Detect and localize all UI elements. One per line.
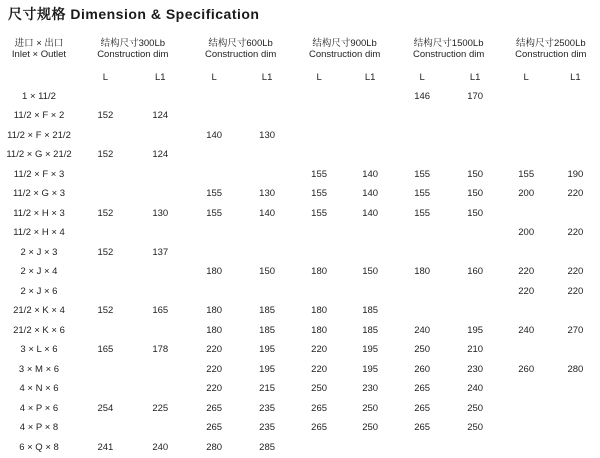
subheader-l: L: [102, 72, 109, 83]
value-cell-l: 265: [311, 422, 328, 434]
value-cell-l1: 195: [259, 344, 276, 356]
value-cell-l1: [133, 380, 188, 400]
value-cell-l: 241: [97, 441, 114, 453]
value-cell-l1: [449, 107, 502, 127]
value-cell-l1: 140: [362, 168, 379, 180]
value-cell-l: 155: [206, 207, 223, 219]
value-cell-l: 260: [518, 363, 535, 375]
value-cell-l1: 215: [259, 383, 276, 395]
value-cell-l: 152: [97, 149, 114, 161]
value-cell-l: [502, 146, 551, 166]
size-cell: 11/2 × H × 4: [13, 227, 65, 239]
value-cell-l1: [133, 419, 188, 439]
value-cell-l: 220: [311, 344, 328, 356]
value-cell-l1: 230: [362, 383, 379, 395]
value-cell-l: 155: [206, 188, 223, 200]
value-cell-l: 240: [414, 324, 431, 336]
value-cell-l: 250: [311, 383, 328, 395]
value-cell-l: 250: [414, 344, 431, 356]
value-cell-l: 180: [206, 324, 223, 336]
inlet-outlet-header-cn: 进口 × 出口: [14, 38, 64, 49]
table-row: [0, 399, 600, 419]
value-cell-l1: 130: [259, 188, 276, 200]
value-cell-l1: [551, 438, 600, 458]
value-cell-l: [294, 243, 345, 263]
size-cell: 11/2 × G × 3: [12, 188, 66, 200]
subheader-l1: L1: [261, 72, 273, 83]
table-row: [0, 321, 600, 341]
value-cell-l: [396, 282, 449, 302]
value-cell-l: [78, 321, 133, 341]
value-cell-l: [502, 107, 551, 127]
value-cell-l1: [133, 126, 188, 146]
value-cell-l: [502, 341, 551, 361]
inlet-outlet-header-en: Inlet × Outlet: [11, 49, 67, 60]
table-row: [0, 302, 600, 322]
size-cell: 2 × J × 3: [20, 246, 58, 258]
subheader-l: L: [523, 72, 529, 83]
table-subheader-row: [0, 68, 600, 87]
value-cell-l1: [133, 87, 188, 107]
value-cell-l1: 230: [467, 363, 484, 375]
value-cell-l1: 195: [259, 363, 276, 375]
size-cell: 11/2 × F × 2: [13, 110, 65, 122]
group-header-en: Construction dim: [515, 49, 587, 60]
value-cell-l1: [133, 165, 188, 185]
size-cell: 11/2 × H × 3: [13, 207, 65, 219]
group-header-1500lb: [396, 38, 502, 68]
value-cell-l: [188, 243, 241, 263]
value-cell-l: [78, 360, 133, 380]
value-cell-l1: 140: [362, 207, 379, 219]
value-cell-l1: 130: [152, 207, 169, 219]
value-cell-l1: 270: [567, 324, 584, 336]
inlet-outlet-header: [0, 38, 78, 87]
value-cell-l1: [345, 243, 396, 263]
value-cell-l1: 140: [362, 188, 379, 200]
value-cell-l1: 250: [362, 402, 379, 414]
group-header-2500lb: [502, 38, 600, 68]
value-cell-l: 180: [311, 324, 328, 336]
value-cell-l1: [551, 146, 600, 166]
size-cell: 2 × J × 6: [20, 285, 58, 297]
value-cell-l: [78, 380, 133, 400]
value-cell-l1: [241, 224, 294, 244]
value-cell-l1: [449, 224, 502, 244]
value-cell-l1: [449, 302, 502, 322]
value-cell-l: 254: [97, 402, 114, 414]
group-header-900lb: [294, 38, 396, 68]
size-cell: 11/2 × F × 21/2: [7, 129, 71, 141]
table-row: [0, 204, 600, 224]
group-header-cn: 结构尺寸600Lb: [208, 38, 273, 49]
value-cell-l: [396, 107, 449, 127]
value-cell-l: 180: [206, 305, 223, 317]
value-cell-l1: [345, 282, 396, 302]
subheader-l: L: [211, 72, 217, 83]
value-cell-l: [396, 302, 449, 322]
table-row: [0, 224, 600, 244]
value-cell-l1: [449, 146, 502, 166]
value-cell-l: [188, 165, 241, 185]
group-header-en: Construction dim: [97, 49, 169, 60]
subheader-l1: L1: [364, 72, 376, 83]
value-cell-l: 265: [206, 402, 223, 414]
size-cell: 3 × M × 6: [18, 363, 60, 375]
table-row: [0, 419, 600, 439]
value-cell-l1: [133, 321, 188, 341]
value-cell-l: [188, 224, 241, 244]
value-cell-l: 180: [414, 266, 431, 278]
value-cell-l1: [345, 107, 396, 127]
value-cell-l: [188, 107, 241, 127]
value-cell-l: 180: [206, 266, 223, 278]
value-cell-l1: 185: [362, 324, 379, 336]
subheader-l1: L1: [154, 72, 166, 83]
value-cell-l1: 150: [467, 168, 484, 180]
value-cell-l: [294, 282, 345, 302]
table-row: [0, 243, 600, 263]
value-cell-l1: [551, 302, 600, 322]
size-cell: 11/2 × F × 3: [13, 168, 65, 180]
value-cell-l1: [241, 243, 294, 263]
value-cell-l: 140: [206, 129, 223, 141]
value-cell-l: [294, 146, 345, 166]
value-cell-l1: 285: [259, 441, 276, 453]
value-cell-l: [78, 263, 133, 283]
value-cell-l: 152: [97, 207, 114, 219]
group-header-300lb: [78, 38, 188, 68]
group-header-cn: 结构尺寸300Lb: [100, 38, 166, 49]
value-cell-l: [502, 243, 551, 263]
value-cell-l1: 150: [467, 207, 484, 219]
group-header-en: Construction dim: [204, 49, 277, 60]
dimension-table: [0, 38, 600, 458]
subheader-l: L: [316, 72, 322, 83]
size-cell: 11/2 × G × 21/2: [6, 149, 72, 161]
value-cell-l1: [551, 243, 600, 263]
value-cell-l1: [133, 224, 188, 244]
value-cell-l1: 250: [467, 402, 484, 414]
value-cell-l1: 235: [259, 422, 276, 434]
subheader-l: L: [419, 72, 425, 83]
value-cell-l1: 195: [362, 344, 379, 356]
value-cell-l: [78, 224, 133, 244]
value-cell-l: 220: [206, 363, 223, 375]
value-cell-l1: [241, 87, 294, 107]
table-row: [0, 146, 600, 166]
value-cell-l1: [551, 126, 600, 146]
value-cell-l: 155: [414, 188, 431, 200]
value-cell-l: 152: [97, 246, 114, 258]
value-cell-l: 155: [311, 188, 328, 200]
value-cell-l1: 185: [259, 305, 276, 317]
value-cell-l: 220: [311, 363, 328, 375]
subheader-l1: L1: [469, 72, 481, 83]
value-cell-l: 260: [414, 363, 431, 375]
size-cell: 2 × J × 4: [20, 266, 58, 278]
value-cell-l: 155: [311, 168, 328, 180]
value-cell-l1: 185: [259, 324, 276, 336]
value-cell-l1: 130: [259, 129, 276, 141]
value-cell-l1: [449, 243, 502, 263]
value-cell-l1: 235: [259, 402, 276, 414]
table-row: [0, 360, 600, 380]
value-cell-l1: 220: [567, 188, 584, 200]
value-cell-l1: 190: [567, 168, 584, 180]
value-cell-l1: [345, 87, 396, 107]
value-cell-l: 220: [518, 266, 535, 278]
group-header-cn: 结构尺寸2500Lb: [515, 38, 586, 49]
value-cell-l1: [449, 126, 502, 146]
value-cell-l: [294, 126, 345, 146]
value-cell-l: 265: [206, 422, 223, 434]
value-cell-l1: [449, 282, 502, 302]
value-cell-l: [188, 282, 241, 302]
value-cell-l1: 124: [152, 110, 169, 122]
value-cell-l1: [551, 107, 600, 127]
value-cell-l: 265: [414, 422, 431, 434]
value-cell-l: 220: [206, 383, 223, 395]
value-cell-l: [502, 204, 551, 224]
group-header-cn: 结构尺寸1500Lb: [413, 38, 484, 49]
value-cell-l: 280: [206, 441, 223, 453]
value-cell-l: 220: [518, 285, 535, 297]
value-cell-l1: [551, 204, 600, 224]
value-cell-l1: 220: [567, 266, 584, 278]
size-cell: 3 × L × 6: [20, 344, 58, 356]
value-cell-l: 265: [311, 402, 328, 414]
value-cell-l: 152: [97, 305, 114, 317]
value-cell-l1: 195: [362, 363, 379, 375]
value-cell-l1: 250: [362, 422, 379, 434]
value-cell-l1: [551, 419, 600, 439]
size-cell: 4 × N × 6: [19, 383, 59, 395]
value-cell-l: [294, 224, 345, 244]
table-row: [0, 165, 600, 185]
value-cell-l1: 137: [152, 246, 169, 258]
value-cell-l: 240: [518, 324, 535, 336]
size-cell: 4 × P × 6: [19, 402, 59, 414]
value-cell-l1: 150: [467, 188, 484, 200]
value-cell-l: 155: [414, 207, 431, 219]
value-cell-l1: 220: [567, 227, 584, 239]
value-cell-l: 155: [414, 168, 431, 180]
table-header-row: [0, 38, 600, 68]
value-cell-l: [396, 438, 449, 458]
value-cell-l1: [449, 438, 502, 458]
value-cell-l1: [345, 146, 396, 166]
subheader-l1: L1: [570, 72, 581, 83]
value-cell-l1: [551, 87, 600, 107]
value-cell-l: [78, 126, 133, 146]
value-cell-l1: 178: [152, 344, 169, 356]
value-cell-l1: [133, 360, 188, 380]
value-cell-l1: [345, 438, 396, 458]
value-cell-l1: 170: [467, 90, 484, 102]
value-cell-l1: [241, 282, 294, 302]
size-cell: 21/2 × K × 6: [13, 324, 65, 336]
value-cell-l1: [133, 263, 188, 283]
value-cell-l: [502, 399, 551, 419]
value-cell-l: 200: [518, 227, 535, 239]
table-row: [0, 185, 600, 205]
value-cell-l: [396, 243, 449, 263]
table-row: [0, 341, 600, 361]
table-row: [0, 263, 600, 283]
value-cell-l: [188, 146, 241, 166]
value-cell-l1: 150: [259, 266, 276, 278]
value-cell-l1: [551, 380, 600, 400]
value-cell-l1: [345, 224, 396, 244]
value-cell-l: [502, 419, 551, 439]
value-cell-l: [294, 438, 345, 458]
value-cell-l: 152: [97, 110, 114, 122]
value-cell-l: [78, 87, 133, 107]
value-cell-l: [294, 107, 345, 127]
value-cell-l1: 220: [567, 285, 584, 297]
value-cell-l: [396, 224, 449, 244]
size-cell: 1 × 11/2: [22, 90, 56, 102]
value-cell-l1: 185: [362, 305, 379, 317]
value-cell-l1: 225: [152, 402, 169, 414]
value-cell-l: [78, 185, 133, 205]
value-cell-l1: 124: [152, 149, 169, 161]
value-cell-l1: [241, 165, 294, 185]
table-row: [0, 282, 600, 302]
value-cell-l1: 150: [362, 266, 379, 278]
value-cell-l: 265: [414, 402, 431, 414]
value-cell-l: 155: [311, 207, 328, 219]
value-cell-l1: 165: [152, 305, 169, 317]
value-cell-l1: [551, 399, 600, 419]
value-cell-l: 146: [414, 90, 431, 102]
size-cell: 21/2 × K × 4: [13, 305, 65, 317]
size-cell: 6 × Q × 8: [19, 441, 59, 453]
value-cell-l1: 140: [259, 207, 276, 219]
value-cell-l: 180: [311, 266, 328, 278]
value-cell-l: 155: [518, 168, 535, 180]
value-cell-l: [502, 302, 551, 322]
value-cell-l: [78, 165, 133, 185]
value-cell-l1: 160: [467, 266, 484, 278]
value-cell-l1: [241, 146, 294, 166]
value-cell-l1: [133, 185, 188, 205]
group-header-en: Construction dim: [413, 49, 485, 60]
value-cell-l1: [133, 282, 188, 302]
value-cell-l1: 240: [152, 441, 169, 453]
value-cell-l: 220: [206, 344, 223, 356]
value-cell-l1: [551, 341, 600, 361]
value-cell-l1: 250: [467, 422, 484, 434]
page-title: 尺寸规格 Dimension & Specification: [8, 6, 260, 22]
table-row: [0, 107, 600, 127]
value-cell-l1: [345, 126, 396, 146]
value-cell-l: [78, 282, 133, 302]
value-cell-l1: 195: [467, 324, 484, 336]
table-row: [0, 126, 600, 146]
group-header-cn: 结构尺寸900Lb: [312, 38, 377, 49]
value-cell-l: [502, 87, 551, 107]
value-cell-l: 165: [97, 344, 114, 356]
value-cell-l: [396, 146, 449, 166]
value-cell-l: 200: [518, 188, 535, 200]
value-cell-l: 265: [414, 383, 431, 395]
value-cell-l: [396, 126, 449, 146]
value-cell-l1: 240: [467, 383, 484, 395]
group-header-600lb: [188, 38, 294, 68]
table-row: [0, 438, 600, 458]
value-cell-l: [502, 126, 551, 146]
value-cell-l1: [241, 107, 294, 127]
value-cell-l1: 280: [567, 363, 584, 375]
size-cell: 4 × P × 8: [19, 422, 59, 434]
value-cell-l: [502, 438, 551, 458]
group-header-en: Construction dim: [308, 49, 381, 60]
value-cell-l: [188, 87, 241, 107]
value-cell-l: [502, 380, 551, 400]
value-cell-l: 180: [311, 305, 328, 317]
value-cell-l: [78, 419, 133, 439]
table-row: [0, 87, 600, 107]
table-row: [0, 380, 600, 400]
value-cell-l1: 210: [467, 344, 484, 356]
value-cell-l: [294, 87, 345, 107]
